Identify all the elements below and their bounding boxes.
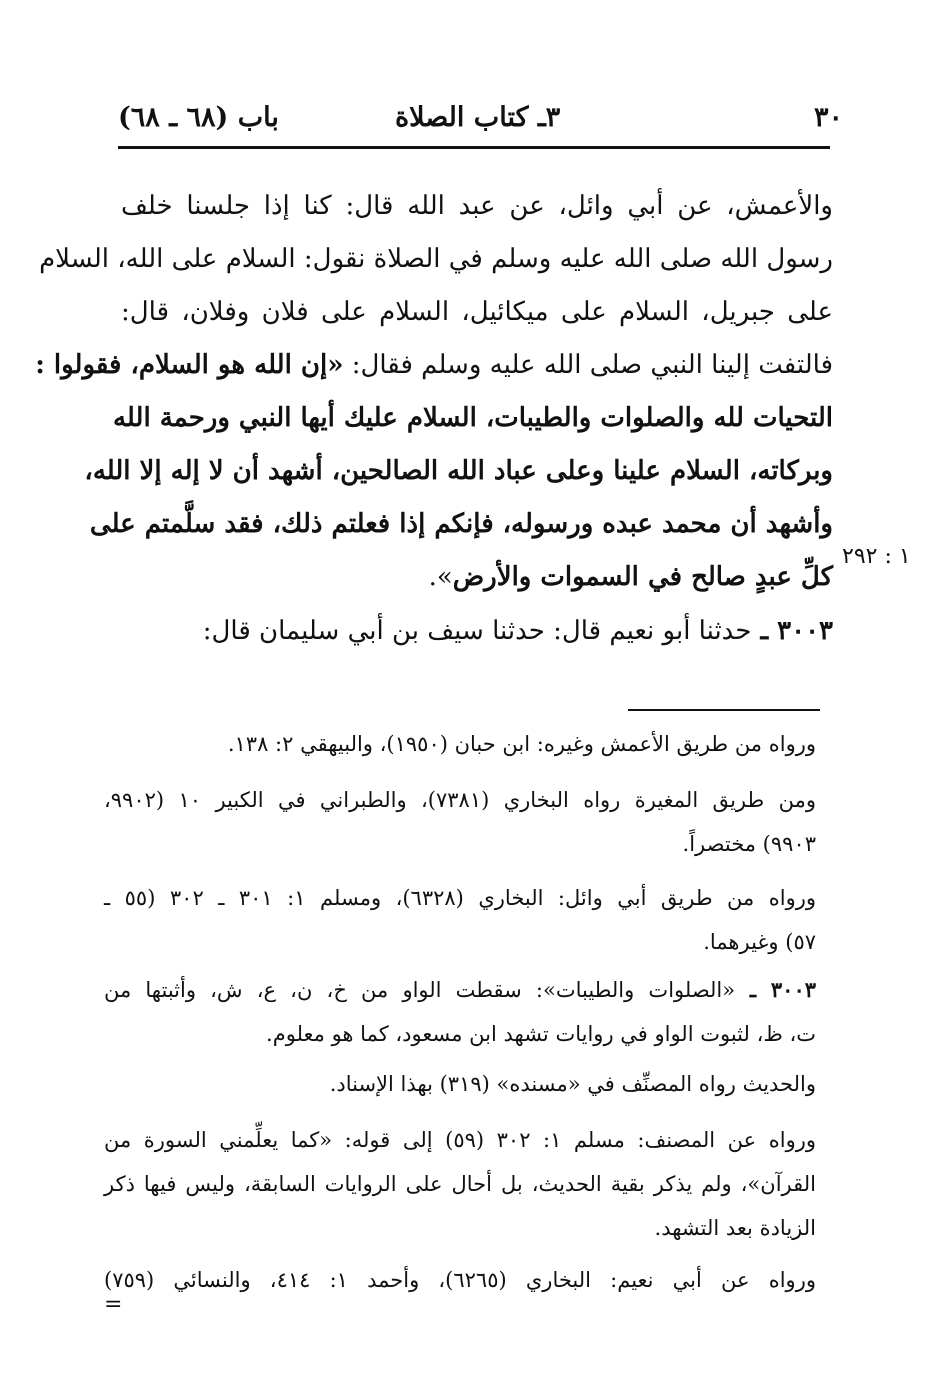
chapter-heading: باب (٦٨ ـ ٦٨): [118, 102, 279, 133]
footnote-1: [104, 722, 816, 766]
footnote-2-line-2: ٩٩٠٣) مختصراً.: [682, 832, 816, 856]
footnote-6: [104, 1118, 816, 1250]
hadith-intro-line: [121, 605, 833, 658]
margin-reference: ١ : ٢٩٢: [842, 544, 911, 569]
footnote-7-line-1: ورواه عن أبي نعيم: البخاري (٦٢٦٥)، وأحمد ١: ٤١٤، والنسائي (٧٥٩): [104, 1268, 816, 1292]
text-line-3: على جبريل، السلام على ميكائيل، السلام على فلان وفلان، قال:: [121, 297, 833, 327]
hadith-3003: [121, 605, 833, 658]
footnote-2-line-1: ومن طريق المغيرة رواه البخاري (٧٣٨١)، والطبراني في الكبير ١٠ (٩٩٠٢،: [104, 788, 816, 812]
footnote-6-line-3: الزيادة بعد التشهد.: [654, 1216, 816, 1240]
text-line-8: [121, 551, 833, 604]
text-line-4: [35, 339, 833, 392]
footnote-4-text: «الصلوات والطيبات»: سقطت الواو من خ، ن، ع، ش، وأثبتها من: [104, 978, 736, 1002]
book-title: ٣ـ كتاب الصلاة: [395, 102, 561, 133]
text-line-2: رسول الله صلى الله عليه وسلم في الصلاة نقول: السلام على الله، السلام: [39, 244, 833, 274]
footnote-7: [104, 1258, 816, 1302]
footnote-rule: [628, 709, 820, 711]
hadith-intro: حدثنا أبو نعيم قال: حدثنا سيف بن أبي سليمان قال:: [202, 616, 752, 646]
hadith-number: ٣٠٠٣ ـ: [751, 616, 833, 646]
footnote-6-line-1: ورواه عن المصنف: مسلم ١: ٣٠٢ (٥٩) إلى قوله: «كما يعلِّمني السورة من: [104, 1128, 816, 1152]
text-line-5: التحيات لله والصلوات والطيبات، السلام عليك أيها النبي ورحمة الله: [112, 403, 833, 433]
text-line-4-bold: «إن الله هو السلام، فقولوا :: [35, 350, 344, 380]
footnote-4-line-1: [104, 968, 816, 1012]
text-line-8-tail: ».: [428, 562, 453, 592]
text-line-8-bold: كلِّ عبدٍ صالح في السموات والأرض: [452, 562, 833, 592]
header-rule: [118, 146, 830, 149]
text-line-1: والأعمش، عن أبي وائل، عن عبد الله قال: كنا إذا جلسنا خلف: [121, 191, 833, 221]
footnote-3-line-2: ٥٧) وغيرهما.: [703, 930, 816, 954]
footnote-4-number: ٣٠٠٣ ـ: [735, 977, 817, 1002]
footnote-4-line-2: ت، ظ، لثبوت الواو في روايات تشهد ابن مسعود، كما هو معلوم.: [266, 1022, 816, 1046]
page-number: ٣٠: [813, 102, 843, 133]
footnote-1-line-1: ورواه من طريق الأعمش وغيره: ابن حبان (١٩٥٠)، والبيهقي ٢: ١٣٨.: [227, 732, 816, 756]
footnote-4: [104, 968, 816, 1056]
footnote-6-line-2: القرآن»، ولم يذكر بقية الحديث، بل أحال على الروايات السابقة، وليس فيها ذكر: [104, 1172, 816, 1196]
footnote-5-line-1: والحديث رواه المصنِّف في «مسنده» (٣١٩) بهذا الإسناد.: [329, 1072, 816, 1096]
continuation-mark: =: [104, 1292, 123, 1317]
text-line-4-normal: فالتفت إلينا النبي صلى الله عليه وسلم فقال:: [343, 350, 833, 380]
text-line-7: وأشهد أن محمد عبده ورسوله، فإنكم إذا فعلتم ذلك، فقد سلَّمتم على: [89, 509, 833, 539]
footnote-3-line-1: ورواه من طريق أبي وائل: البخاري (٦٣٢٨)، ومسلم ١: ٣٠١ ـ ٣٠٢ (٥٥ ـ: [104, 886, 817, 910]
main-text: [35, 180, 833, 604]
footnote-2: [104, 778, 816, 866]
text-line-6: وبركاته، السلام علينا وعلى عباد الله الصالحين، أشهد أن لا إله إلا الله،: [84, 456, 833, 486]
footnote-5: [104, 1062, 816, 1106]
footnote-3: [104, 876, 816, 964]
